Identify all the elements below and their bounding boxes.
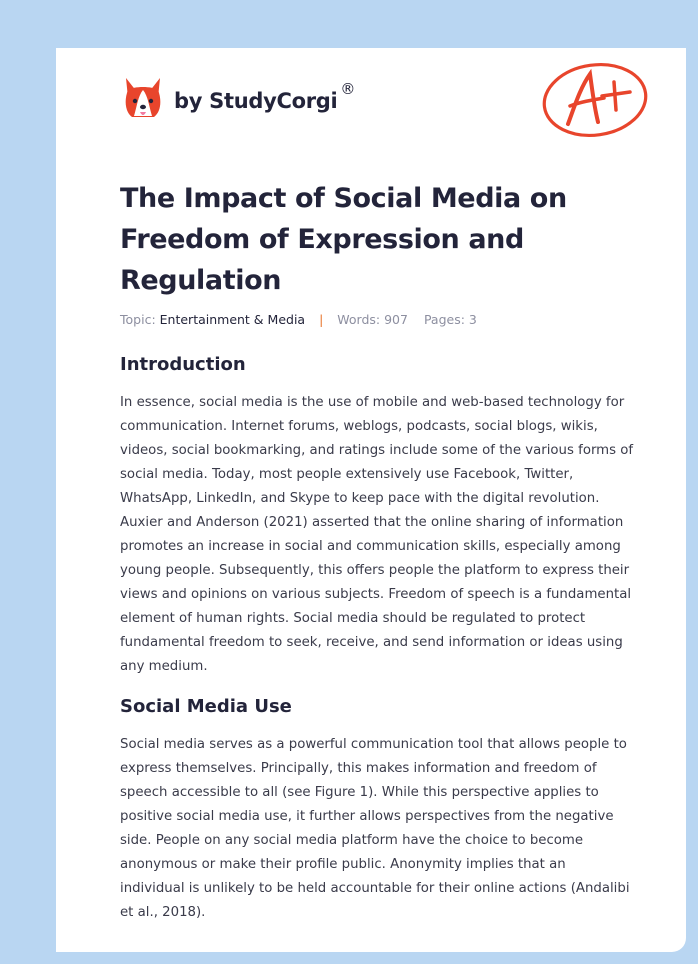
- pages-label: Pages:: [423, 312, 465, 327]
- document-meta: [120, 312, 477, 327]
- section-heading-introduction: Introduction: [120, 354, 246, 375]
- meta-separator: |: [319, 312, 324, 327]
- words-label: Words:: [337, 312, 381, 327]
- registered-mark: ®: [340, 80, 356, 98]
- topic-link[interactable]: Entertainment & Media: [159, 312, 306, 327]
- topic-label: Topic:: [120, 312, 156, 327]
- corgi-logo-icon: [122, 76, 164, 122]
- words-count: 907: [384, 312, 408, 327]
- pages-count: 3: [468, 312, 477, 327]
- section-text-introduction: In essence, social media is the use of mobile and web-based technology for communication. Internet forums, weblogs, podcasts, social blogs, wikis, videos, social bookmarking, and ratings include some of the various forms of social media. Today, most people extensively use Facebook, Twitter, WhatsApp, LinkedIn, and Skype to keep pace with the digital revolution. Auxier and Anderson (2021) asserted that the online sharing of information promotes an increase in social and communication skills, especially among young people. Subsequently, this offers people the platform to express their views and opinions on various subjects. Freedom of speech is a fundamental element of human rights. Social media should be regulated to protect fundamental freedom to seek, receive, and send information or ideas using any medium.: [120, 395, 634, 674]
- document-page: [56, 48, 686, 952]
- document-title: The Impact of Social Media on Freedom of Expression and Regulation: [120, 183, 567, 296]
- brand-name: by StudyCorgi: [174, 89, 338, 113]
- section-heading-social-media-use: Social Media Use: [120, 696, 292, 717]
- brand-header[interactable]: [122, 76, 355, 122]
- section-text-social-media-use: Social media serves as a powerful communication tool that allows people to express themselves. Principally, this makes information and freedom of speech accessible to all (see Figure 1). While this perspective applies to positive social media use, it further allows perspectives from the negative side. People on any social media platform have the choice to become anonymous or make their profile public. Anonymity implies that an individual is unlikely to be held accountable for their online actions (Andalibi et al., 2018).: [120, 737, 630, 920]
- grade-badge-icon: [540, 58, 650, 144]
